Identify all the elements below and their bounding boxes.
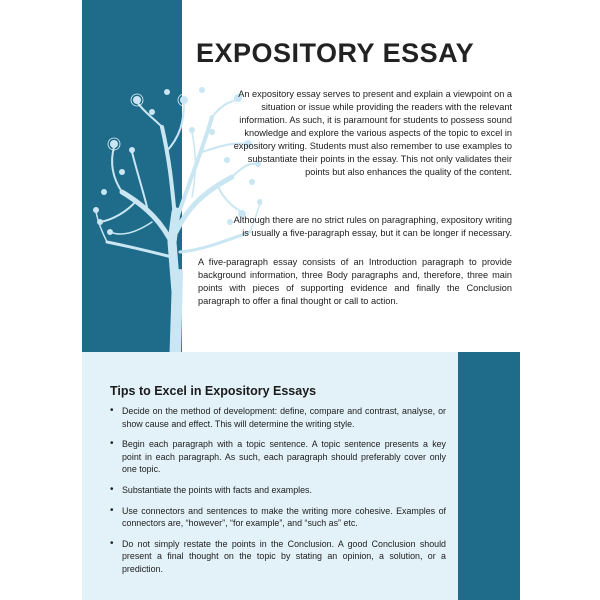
tip-item: • Decide on the method of development: define, compare and contrast, analyse, or show cause and effect. This will determine the writing style. xyxy=(110,405,446,430)
tip-item: • Use connectors and sentences to make the writing more cohesive. Examples of connectors are, “however”, “for example”, and “such as” etc. xyxy=(110,505,446,530)
bottom-right-accent-panel xyxy=(458,352,520,600)
intro-paragraph: An expository essay serves to present and explain a viewpoint on a situation or issue while providing the readers with the relevant information. As such, it is paramount for students to possess sound knowledge and explore the various aspects of the topic to excel in expository writing. Students must also remember to use examples to substantiate their points in the essay. This not only validates their points but also enhances the quality of the content. xyxy=(233,89,512,177)
structure-paragraph: A five-paragraph essay consists of an Introduction paragraph to provide background information, three Body paragraphs and, therefore, three main points with pieces of supporting evidence and finally the Conclusion paragraph to offer a final thought or call to action. xyxy=(198,257,512,306)
tips-list xyxy=(110,405,446,584)
tips-heading: Tips to Excel in Expository Essays xyxy=(110,384,317,398)
tip-item: • Substantiate the points with facts and examples. xyxy=(110,484,446,497)
page-title: EXPOSITORY ESSAY xyxy=(196,38,475,68)
paragraphing-paragraph: Although there are no strict rules on paragraphing, expository writing is usually a five-paragraph essay, but it can be longer if necessary. xyxy=(233,215,512,238)
tip-item: • Begin each paragraph with a topic sentence. A topic sentence presents a key point in each paragraph. As such, each paragraph should preferably cover only one topic. xyxy=(110,438,446,476)
tip-item: • Do not simply restate the points in the Conclusion. A good Conclusion should present a final thought on the topic by stating an opinion, a solution, or a prediction. xyxy=(110,538,446,576)
